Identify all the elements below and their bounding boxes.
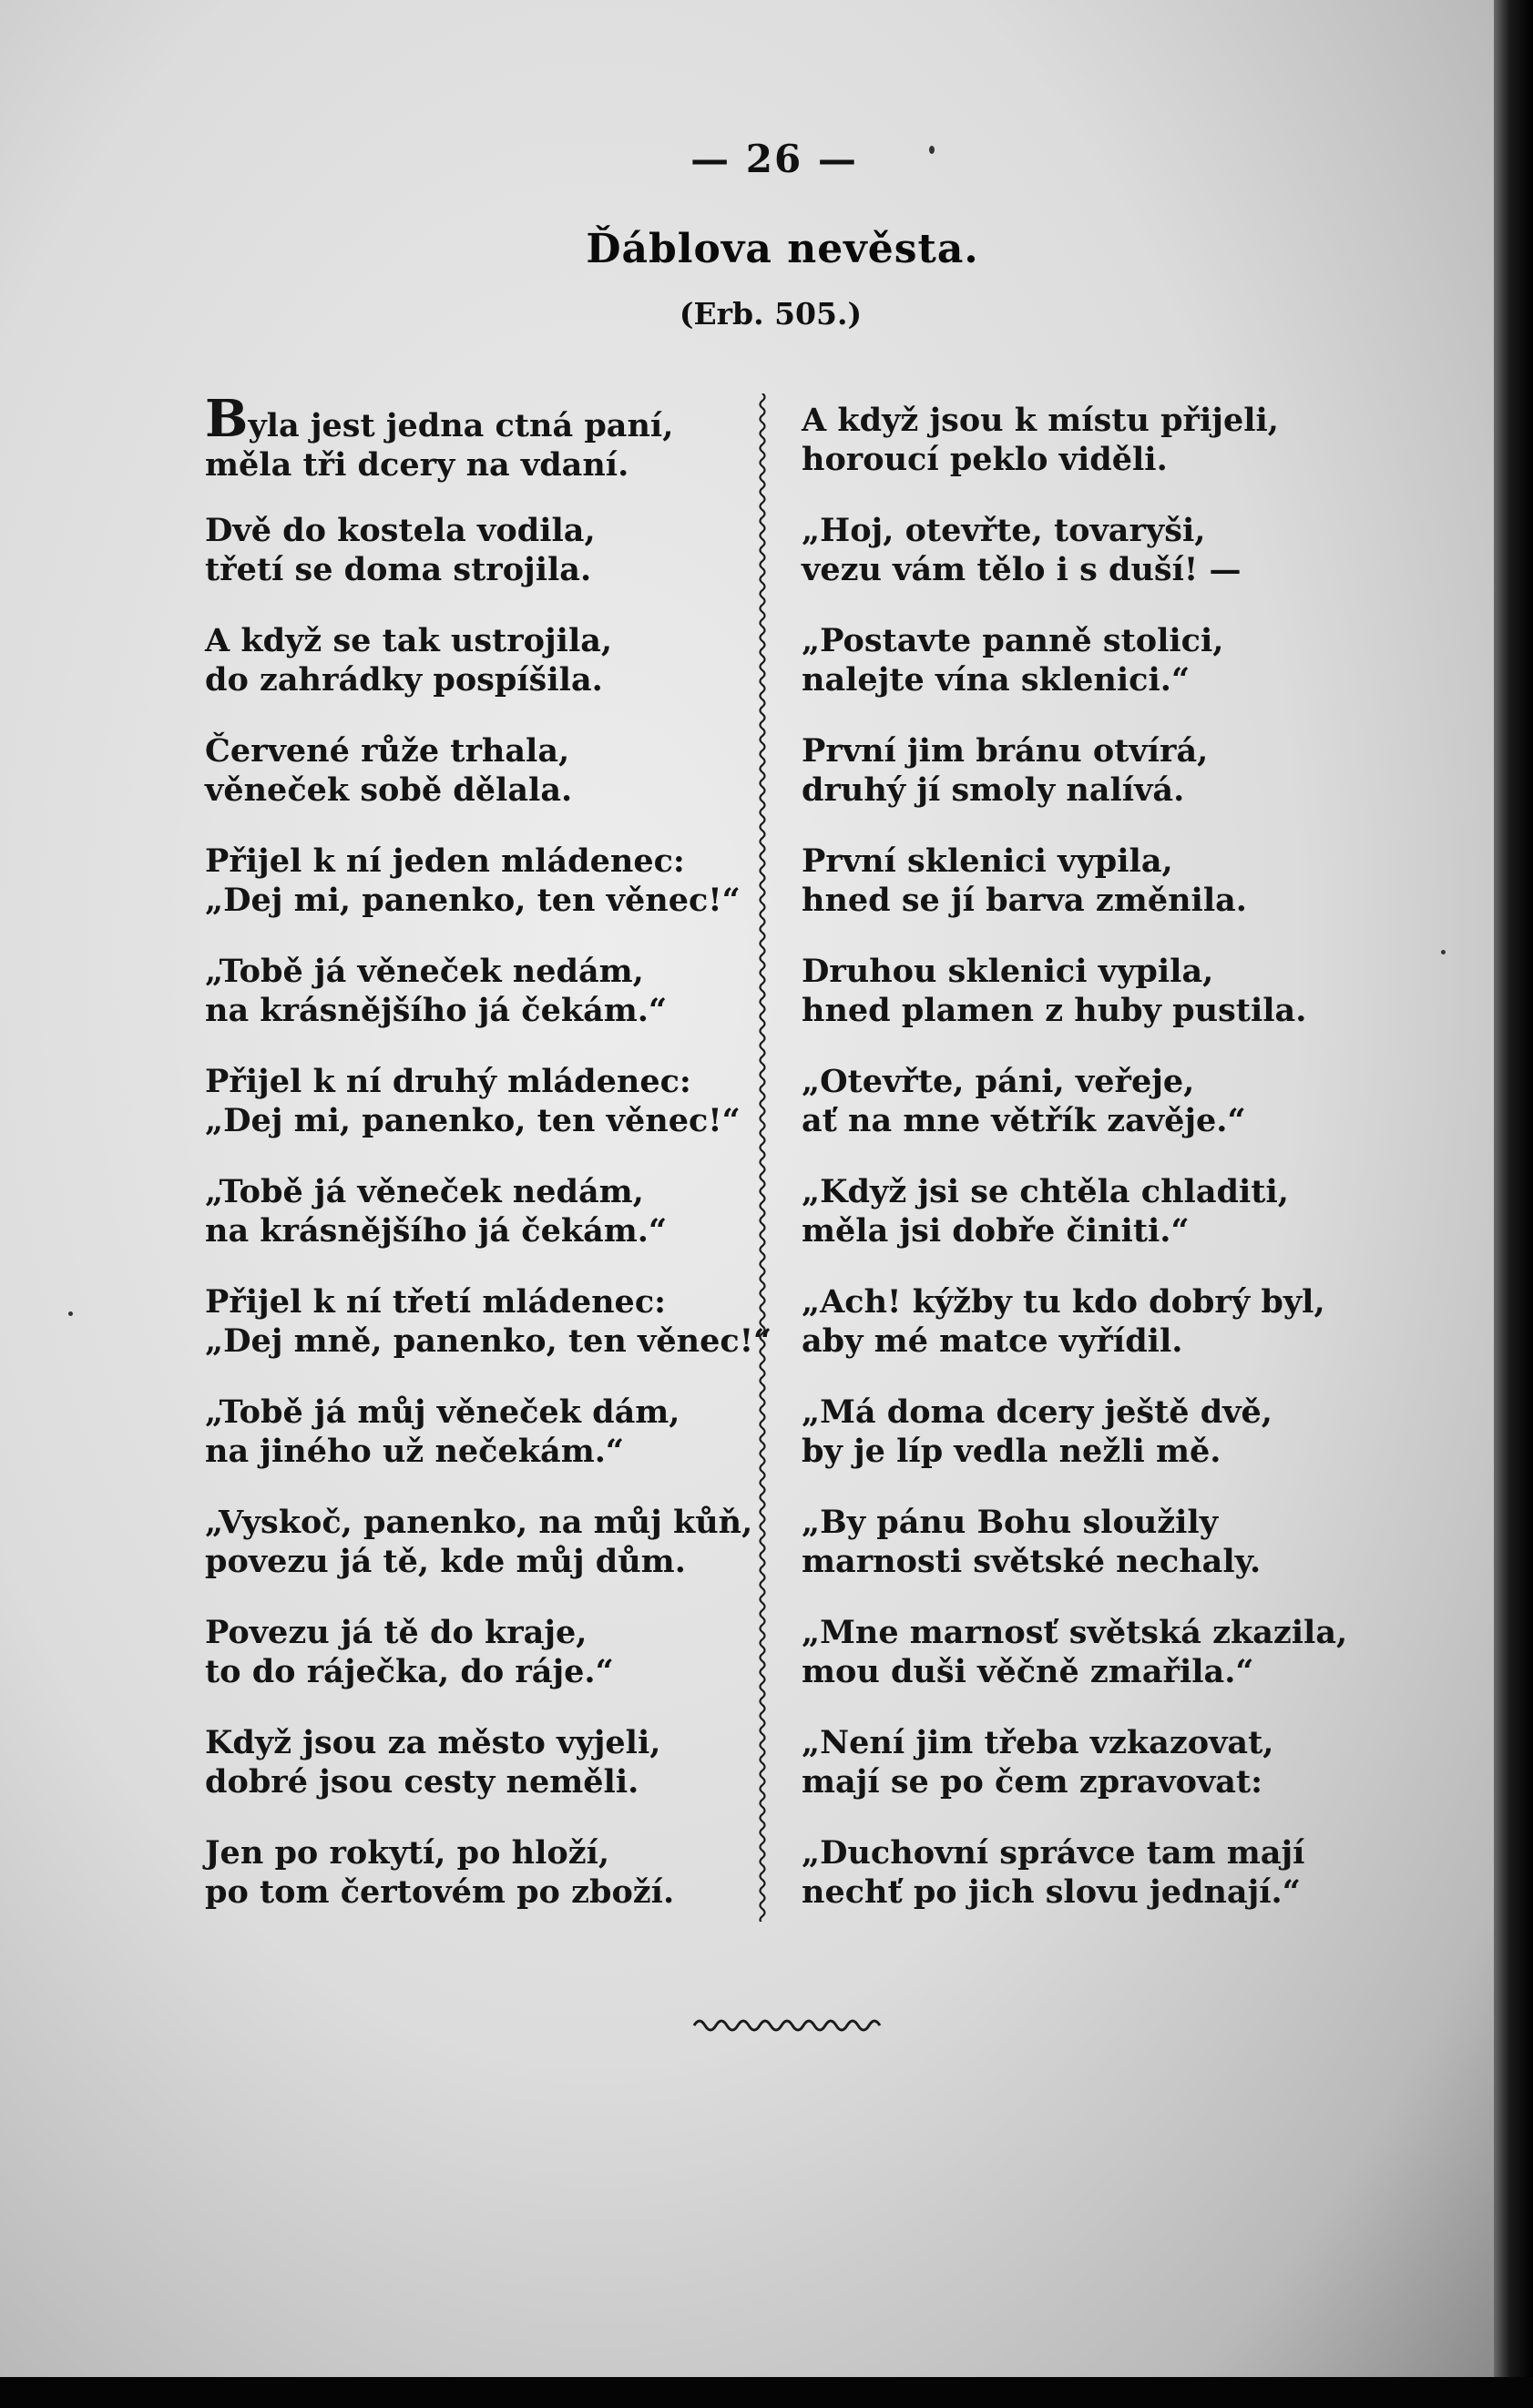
verse-line: „Není jim třeba vzkazovat,	[802, 1724, 1274, 1761]
scan-edge-bottom	[0, 2377, 1533, 2408]
stanza	[205, 1833, 788, 1944]
print-speck	[1441, 950, 1446, 954]
verse-line: První sklenici vypila,	[802, 842, 1173, 880]
verse-line: na krásnějšího já čekám.“	[205, 1212, 668, 1250]
poem-title: Ďáblova nevěsta.	[586, 226, 979, 272]
verse-line: První jim bránu otvírá,	[802, 732, 1209, 770]
stanza	[205, 1723, 788, 1833]
stanza	[802, 1062, 1348, 1172]
verse-line: horoucí peklo viděli.	[802, 441, 1168, 478]
verse-line: vezu vám tělo i s duší! —	[802, 551, 1242, 588]
stanza	[802, 1723, 1348, 1833]
verse-line: do zahrádky pospíšila.	[205, 661, 603, 699]
verse-line: „Duchovní správce tam mají	[802, 1834, 1305, 1872]
verse-line: by je líp vedla nežli mě.	[802, 1433, 1221, 1470]
verse-line: na krásnějšího já čekám.“	[205, 992, 668, 1029]
verse-line: Jen po rokytí, po hloží,	[205, 1834, 610, 1872]
verse-line: „Tobě já můj věneček dám,	[205, 1393, 680, 1431]
verse-line: „Dej mně, panenko, ten věnec!“	[205, 1322, 772, 1360]
stanza	[802, 842, 1348, 952]
verse-line: „Hoj, otevřte, tovaryši,	[802, 512, 1206, 549]
stanza	[205, 731, 788, 842]
stanza	[802, 731, 1348, 842]
verse-line: měla tři dcery na vdaní.	[205, 446, 629, 484]
verse-line: „Ach! kýžby tu kdo dobrý byl,	[802, 1283, 1325, 1321]
stanza	[802, 511, 1348, 621]
verse-line: „Otevřte, páni, veřeje,	[802, 1063, 1195, 1100]
verse-line: třetí se doma strojila.	[205, 551, 592, 588]
stanza	[205, 1503, 788, 1613]
verse-line: hned se jí barva změnila.	[802, 882, 1247, 919]
stanza	[802, 1172, 1348, 1282]
verse-line: „Vyskoč, panenko, na můj kůň,	[205, 1504, 753, 1541]
stanza	[205, 842, 788, 952]
verse-line-with-initial	[205, 389, 788, 449]
verse-line: „Mne marnosť světská zkazila,	[802, 1614, 1348, 1651]
verse-line-rest: yla jest jedna ctná paní,	[248, 407, 674, 444]
stanza	[205, 1613, 788, 1723]
stanza	[205, 389, 788, 511]
stanza	[802, 1613, 1348, 1723]
verse-line: ať na mne větřík zavěje.“	[802, 1102, 1246, 1139]
verse-line: po tom čertovém po zboží.	[205, 1873, 675, 1911]
verse-line: „Má doma dcery ještě dvě,	[802, 1393, 1272, 1431]
verse-line: měla jsi dobře činiti.“	[802, 1212, 1190, 1250]
drop-cap-initial: B	[205, 389, 249, 449]
verse-line: nechť po jich slovu jednají.“	[802, 1873, 1301, 1911]
verse-line: nalejte vína sklenici.“	[802, 661, 1191, 699]
verse-line: Přijel k ní druhý mládenec:	[205, 1063, 691, 1100]
verse-line: „Dej mi, panenko, ten věnec!“	[205, 882, 741, 919]
stanza	[205, 511, 788, 621]
verse-line: mou duši věčně zmařila.“	[802, 1653, 1254, 1690]
verse-line: Červené růže trhala,	[205, 732, 570, 770]
verse-line: A když se tak ustrojila,	[205, 622, 613, 659]
stanza	[802, 1393, 1348, 1503]
right-column	[802, 401, 1348, 1944]
stanza	[205, 1393, 788, 1503]
stanza	[802, 1503, 1348, 1613]
stanza	[802, 952, 1348, 1062]
verse-line: A když jsou k místu přijeli,	[802, 402, 1279, 439]
left-column	[205, 389, 788, 1944]
verse-line: to do ráječka, do ráje.“	[205, 1653, 614, 1690]
ornamental-tailpiece	[692, 2013, 884, 2035]
verse-line: mají se po čem zpravovat:	[802, 1763, 1263, 1801]
verse-line: povezu já tě, kde můj dům.	[205, 1543, 686, 1580]
verse-line: na jiného už nečekám.“	[205, 1433, 625, 1470]
verse-line: „Tobě já věneček nedám,	[205, 953, 644, 990]
verse-line: Přijel k ní jeden mládenec:	[205, 842, 685, 880]
verse-line: Druhou sklenici vypila,	[802, 953, 1214, 990]
print-speck	[929, 146, 935, 154]
verse-line: Přijel k ní třetí mládenec:	[205, 1283, 667, 1321]
verse-line: „Postavte panně stolici,	[802, 622, 1224, 659]
stanza	[205, 1062, 788, 1172]
verse-line: Když jsou za město vyjeli,	[205, 1724, 661, 1761]
stanza	[205, 1172, 788, 1282]
stanza	[802, 401, 1348, 511]
verse-line: „Tobě já věneček nedám,	[205, 1173, 644, 1210]
verse-line: Dvě do kostela vodila,	[205, 512, 596, 549]
stanza	[205, 621, 788, 731]
wavy-column-divider	[756, 393, 769, 1922]
verse-line: „Dej mi, panenko, ten věnec!“	[205, 1102, 741, 1139]
stanza	[205, 1282, 788, 1393]
stanza	[802, 1282, 1348, 1393]
print-speck	[68, 1311, 73, 1316]
verse-line: „By pánu Bohu sloužily	[802, 1504, 1219, 1541]
stanza	[802, 621, 1348, 731]
verse-line: druhý jí smoly nalívá.	[802, 771, 1185, 809]
verse-line: marnosti světské nechaly.	[802, 1543, 1262, 1580]
verse-line: hned plamen z huby pustila.	[802, 992, 1307, 1029]
scan-edge-right	[1494, 0, 1533, 2408]
verse-line: dobré jsou cesty neměli.	[205, 1763, 639, 1801]
verse-line: Povezu já tě do kraje,	[205, 1614, 588, 1651]
divider-wave-line	[761, 393, 765, 1922]
page-number: — 26 —	[690, 137, 858, 181]
verse-line: „Když jsi se chtěla chladiti,	[802, 1173, 1289, 1210]
stanza	[205, 952, 788, 1062]
poem-source: (Erb. 505.)	[679, 296, 863, 332]
verse-line: aby mé matce vyřídil.	[802, 1322, 1183, 1360]
verse-line: věneček sobě dělala.	[205, 771, 573, 809]
stanza	[802, 1833, 1348, 1944]
